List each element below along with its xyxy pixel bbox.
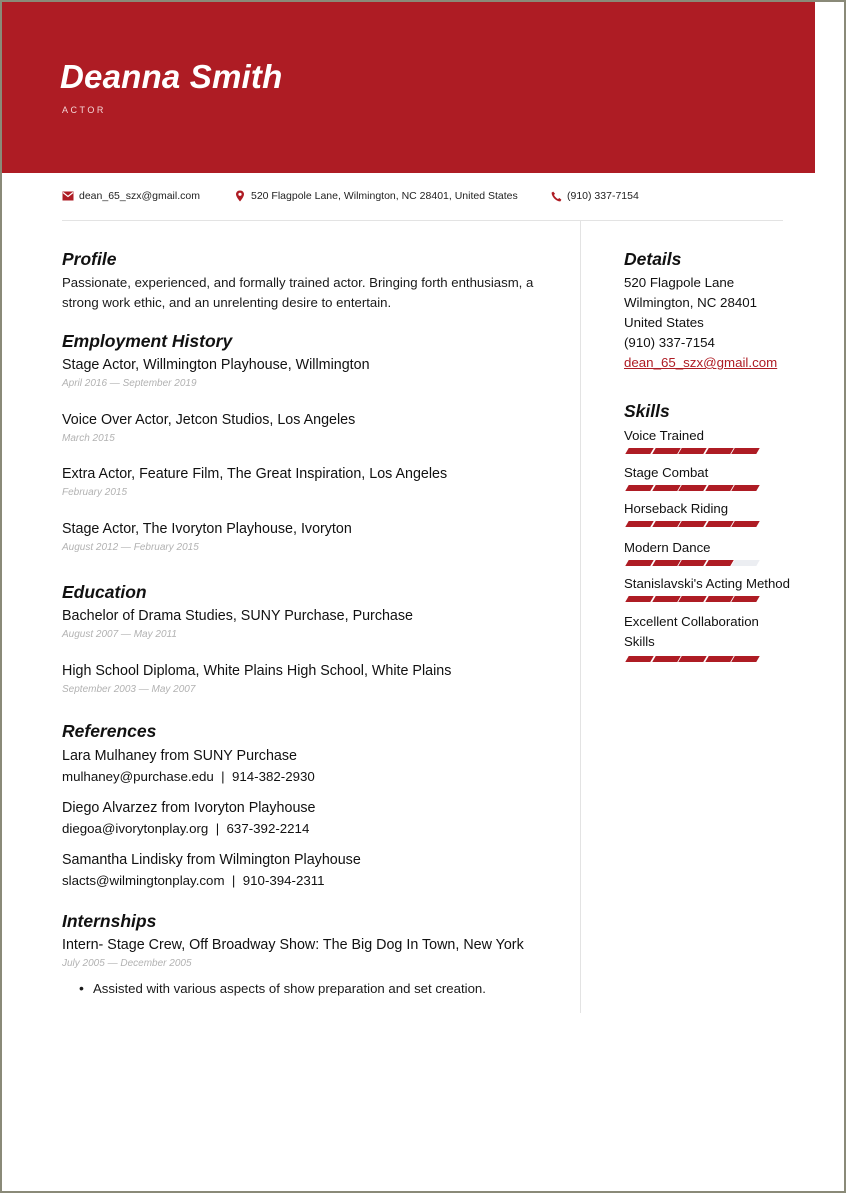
employment-heading: Employment History [62, 331, 233, 351]
skill-name: Horseback Riding [624, 501, 729, 516]
skill-name: Stanislavski's Acting Method [624, 576, 790, 591]
skill-segment-filled [625, 485, 653, 491]
internships-heading: Internships [62, 911, 157, 931]
skill-segment-filled [731, 485, 759, 491]
details-address-line2: Wilmington, NC 28401 [624, 295, 758, 310]
internship-bullet: • Assisted with various aspects of show preparation and set creation. [93, 981, 486, 996]
references-heading: References [62, 721, 157, 741]
skill-segment-filled [652, 485, 680, 491]
skill-segment-filled [625, 656, 653, 662]
skill-segment-filled [705, 521, 733, 527]
details-address-line1: 520 Flagpole Lane [624, 275, 735, 290]
column-divider [580, 221, 581, 1013]
skill-segment-filled [678, 448, 706, 454]
details-country: United States [624, 315, 704, 330]
resume-header [2, 2, 815, 173]
reference-contact: diegoa@ivorytonplay.org | 637-392-2214 [62, 821, 310, 836]
skill-segment-empty [731, 560, 759, 566]
skill-segment-filled [625, 596, 653, 602]
map-pin-icon [234, 190, 246, 202]
reference-name: Samantha Lindisky from Wilmington Playhouse [62, 852, 361, 868]
skill-segment-filled [705, 656, 733, 662]
skill-segment-filled [678, 560, 706, 566]
contact-address [234, 190, 518, 202]
skill-name: Voice Trained [624, 428, 704, 443]
job-title: Stage Actor, Willmington Playhouse, Willmington [62, 357, 370, 373]
contact-phone[interactable] [550, 190, 639, 202]
skill-segment-filled [678, 656, 706, 662]
candidate-name: Deanna Smith [60, 58, 283, 95]
skill-segment-filled [652, 656, 680, 662]
education-heading: Education [62, 582, 147, 602]
internship-title: Intern- Stage Crew, Off Broadway Show: The Big Dog In Town, New York [62, 937, 524, 953]
mail-icon [62, 190, 74, 202]
skill-segment-filled [678, 521, 706, 527]
education-dates: September 2003 — May 2007 [62, 684, 196, 695]
skill-level-bar [624, 560, 759, 566]
skill-segment-filled [625, 448, 653, 454]
education-dates: August 2007 — May 2011 [62, 629, 177, 640]
skill-segment-filled [705, 448, 733, 454]
skill-segment-filled [731, 596, 759, 602]
skill-segment-filled [731, 656, 759, 662]
skill-segment-filled [625, 521, 653, 527]
job-dates: March 2015 [62, 433, 115, 444]
candidate-role: ACTOR [62, 105, 106, 115]
education-title: High School Diploma, White Plains High School, White Plains [62, 663, 452, 679]
contact-phone-text: (910) 337-7154 [567, 190, 639, 202]
phone-icon [550, 190, 562, 202]
contact-address-text: 520 Flagpole Lane, Wilmington, NC 28401, United States [251, 190, 518, 202]
education-title: Bachelor of Drama Studies, SUNY Purchase, Purchase [62, 608, 413, 624]
skill-segment-filled [731, 448, 759, 454]
skill-segment-filled [652, 596, 680, 602]
skill-level-bar [624, 596, 759, 602]
skill-level-bar [624, 448, 759, 454]
skill-segment-filled [678, 485, 706, 491]
reference-name: Diego Alvarzez from Ivoryton Playhouse [62, 800, 316, 816]
job-title: Extra Actor, Feature Film, The Great Inspiration, Los Angeles [62, 466, 448, 482]
reference-contact: slacts@wilmingtonplay.com | 910-394-2311 [62, 873, 325, 888]
skill-level-bar [624, 485, 759, 491]
reference-contact: mulhaney@purchase.edu | 914-382-2930 [62, 769, 315, 784]
skill-segment-filled [652, 448, 680, 454]
skill-name: Excellent Collaboration Skills [624, 614, 759, 649]
job-dates: February 2015 [62, 487, 128, 498]
skill-segment-filled [625, 560, 653, 566]
skill-segment-filled [678, 596, 706, 602]
reference-name: Lara Mulhaney from SUNY Purchase [62, 748, 297, 764]
skill-segment-filled [705, 485, 733, 491]
details-phone: (910) 337-7154 [624, 335, 715, 350]
contact-email[interactable] [62, 190, 200, 202]
profile-text: Passionate, experienced, and formally trained actor. Bringing forth enthusiasm, a strong work ethic, and an unrelenting desire to entertain. [62, 275, 534, 310]
skills-heading: Skills [624, 401, 670, 421]
job-dates: April 2016 — September 2019 [62, 378, 197, 389]
skill-name: Modern Dance [624, 540, 711, 555]
skill-name: Stage Combat [624, 465, 709, 480]
skill-segment-filled [652, 521, 680, 527]
skill-segment-filled [731, 521, 759, 527]
details-email-link[interactable]: dean_65_szx@gmail.com [624, 355, 778, 370]
skill-segment-filled [705, 560, 733, 566]
contact-email-text: dean_65_szx@gmail.com [79, 190, 200, 202]
skill-segment-filled [705, 596, 733, 602]
skill-segment-filled [652, 560, 680, 566]
skill-level-bar [624, 656, 759, 662]
skill-level-bar [624, 521, 759, 527]
profile-heading: Profile [62, 249, 117, 269]
details-heading: Details [624, 249, 682, 269]
job-title: Voice Over Actor, Jetcon Studios, Los Angeles [62, 412, 356, 428]
job-dates: August 2012 — February 2015 [62, 542, 199, 553]
header-divider [62, 220, 783, 221]
job-title: Stage Actor, The Ivoryton Playhouse, Ivoryton [62, 521, 352, 537]
internship-dates: July 2005 — December 2005 [62, 958, 192, 969]
contact-bar [62, 190, 782, 206]
